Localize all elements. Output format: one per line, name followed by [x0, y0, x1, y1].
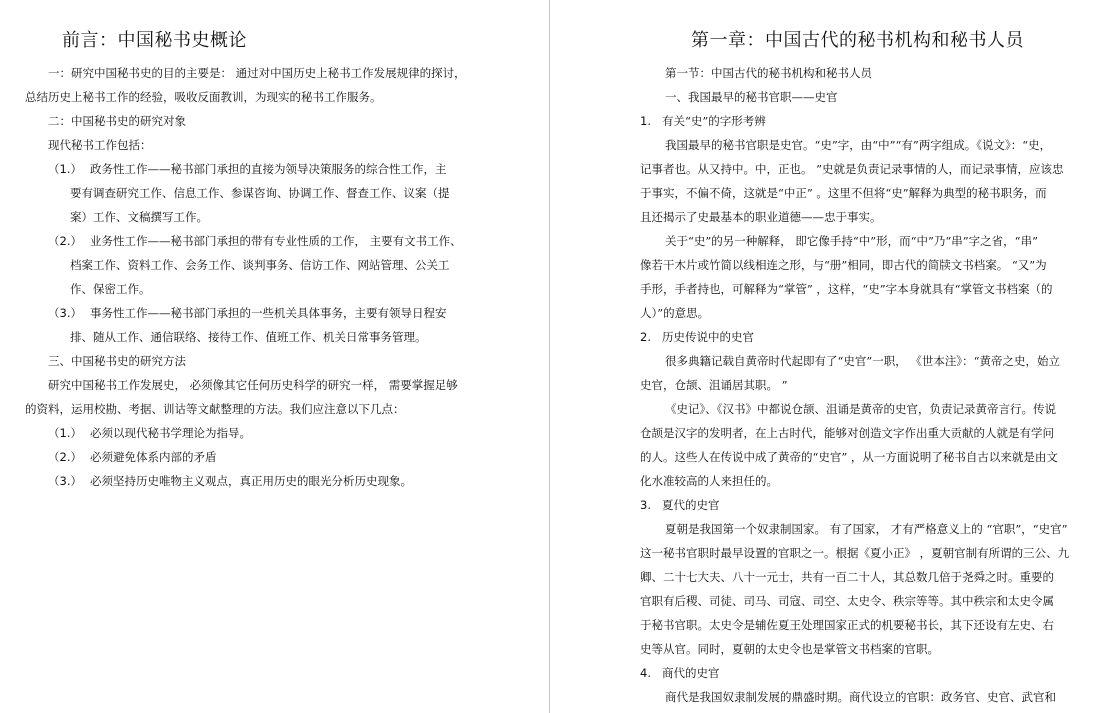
body-line: 于秘书官职。太史令是辅佐夏王处理国家正式的机要秘书长，其下还设有左史、右: [640, 618, 1054, 632]
point-text: 必须以现代秘书学理论为指导。: [90, 426, 251, 440]
body-line: 且还揭示了史最基本的职业道德——忠于事实。: [640, 210, 882, 224]
topic-heading: 商代的史官: [662, 666, 720, 680]
left-page-title: 前言：中国秘书史概论: [62, 30, 247, 51]
method-heading: 三、中国秘书史的研究方法: [48, 354, 186, 368]
topic-heading: 夏代的史官: [662, 498, 720, 512]
body-line: 这一秘书官职时最早设置的官职之一。根据《夏小正》 ，夏朝官制有所谓的三公、九: [640, 546, 1070, 560]
purpose-paragraph-line: 一：研究中国秘书史的目的主要是： 通过对中国历史上秘书工作发展规律的探讨，: [48, 66, 466, 80]
section-heading: 第一节：中国古代的秘书机构和秘书人员: [665, 66, 872, 80]
body-line: 于事实，不偏不倚，这就是“中正” 。这里不但将“史”解释为典型的秘书职务，而: [640, 186, 1047, 200]
object-heading: 二：中国秘书史的研究对象: [48, 114, 186, 128]
body-line: 我国最早的秘书官职是史官。“史”字，由“中”“有”两字组成。《说文》：“史，: [665, 138, 1052, 152]
body-line: 像若干木片或竹简以线相连之形，与“册”相同，即古代的简牍文书档案。 “又”为: [640, 258, 1047, 272]
method-paragraph-line: 研究中国秘书工作发展史， 必须像其它任何历史科学的研究一样， 需要掌握足够: [48, 378, 458, 392]
body-line: 关于“史”的另一种解释， 即它像手持“中”形，而“中”乃“串”字之省，“串”: [665, 234, 1038, 248]
point-text: 必须避免体系内部的矛盾: [90, 450, 217, 464]
right-page-title: 第一章：中国古代的秘书机构和秘书人员: [691, 30, 1024, 51]
item-line: 案）工作、文稿撰写工作。: [70, 210, 208, 224]
topic-number: 1.: [640, 114, 651, 128]
topic-number: 2.: [640, 330, 651, 344]
item-line: 作、保密工作。: [70, 282, 151, 296]
method-paragraph-line: 的资料，运用校勘、考据、训诂等文献整理的方法。我们应注意以下几点：: [25, 402, 405, 416]
body-line: 手形，手者持也，可解释为“掌管” ，这样，“史”字本身就具有“掌管文书档案（的: [640, 282, 1053, 296]
point-number: （2.）: [48, 450, 82, 464]
item-line: 档案工作、资料工作、会务工作、谈判事务、信访工作、网站管理、公关工: [70, 258, 450, 272]
body-line: 化水准较高的人来担任的。: [640, 474, 778, 488]
subsection-heading: 一、我国最早的秘书官职——史官: [665, 90, 838, 104]
body-line: 《史记》、《汉书》中都说仓颉、沮诵是黄帝的史官，负责记录黄帝言行。传说: [665, 402, 1056, 416]
point-text: 必须坚持历史唯物主义观点，真正用历史的眼光分析历史现象。: [90, 474, 412, 488]
point-number: （1.）: [48, 426, 82, 440]
purpose-paragraph-line: 总结历史上秘书工作的经验，吸收反面教训，为现实的秘书工作服务。: [25, 90, 382, 104]
point-number: （3.）: [48, 474, 82, 488]
body-line: 人）”的意思。: [640, 306, 710, 320]
body-line: 商代是我国奴隶制发展的鼎盛时期。商代设立的官职：政务官、史官、武官和: [665, 690, 1056, 704]
body-line: 史等从官。同时，夏朝的太史令也是掌管文书档案的官职。: [640, 642, 939, 656]
left-page: [0, 0, 549, 713]
body-line: 仓颉是汉字的发明者，在上古时代，能够对创造文字作出重大贡献的人就是有学问: [640, 426, 1054, 440]
body-line: 卿、二十七大夫、八十一元士，共有一百二十人，其总数几倍于尧舜之时。重要的: [640, 570, 1054, 584]
body-line: 官职有后稷、司徒、司马、司寇、司空、太史令、秩宗等等。其中秩宗和太史令属: [640, 594, 1054, 608]
right-page: [550, 0, 1114, 713]
item-line: 业务性工作——秘书部门承担的带有专业性质的工作， 主要有文书工作、: [90, 234, 462, 248]
topic-heading: 历史传说中的史官: [662, 330, 754, 344]
body-line: 的人。这些人在传说中成了黄帝的“史官” ，从一方面说明了秘书自古以来就是由文: [640, 450, 1058, 464]
body-line: 记事者也。从又持中。中，正也。 ”史就是负责记录事情的人，而记录事情，应该忠: [640, 162, 1064, 176]
item-number: （3.）: [48, 306, 82, 320]
item-number: （2.）: [48, 234, 82, 248]
body-line: 夏朝是我国第一个奴隶制国家。 有了国家， 才有严格意义上的 “官职”，“史官”: [665, 522, 1068, 536]
item-line: 要有调查研究工作、信息工作、参谋咨询、协调工作、督查工作、议案（提: [70, 186, 450, 200]
item-number: （1.）: [48, 162, 82, 176]
item-line: 排、随从工作、通信联络、接待工作、值班工作、机关日常事务管理。: [70, 330, 427, 344]
item-line: 事务性工作——秘书部门承担的一些机关具体事务，主要有领导日程安: [90, 306, 447, 320]
object-subheading: 现代秘书工作包括：: [48, 138, 152, 152]
body-line: 很多典籍记载自黄帝时代起即有了“史官”一职， 《世本注》：“黄帝之史，始立: [665, 354, 1061, 368]
topic-number: 3.: [640, 498, 651, 512]
topic-number: 4.: [640, 666, 651, 680]
body-line: 史官，仓颉、沮诵居其职。 ”: [640, 378, 788, 392]
item-line: 政务性工作——秘书部门承担的直接为领导决策服务的综合性工作，主: [90, 162, 447, 176]
topic-heading: 有关“史”的字形考辨: [662, 114, 766, 128]
